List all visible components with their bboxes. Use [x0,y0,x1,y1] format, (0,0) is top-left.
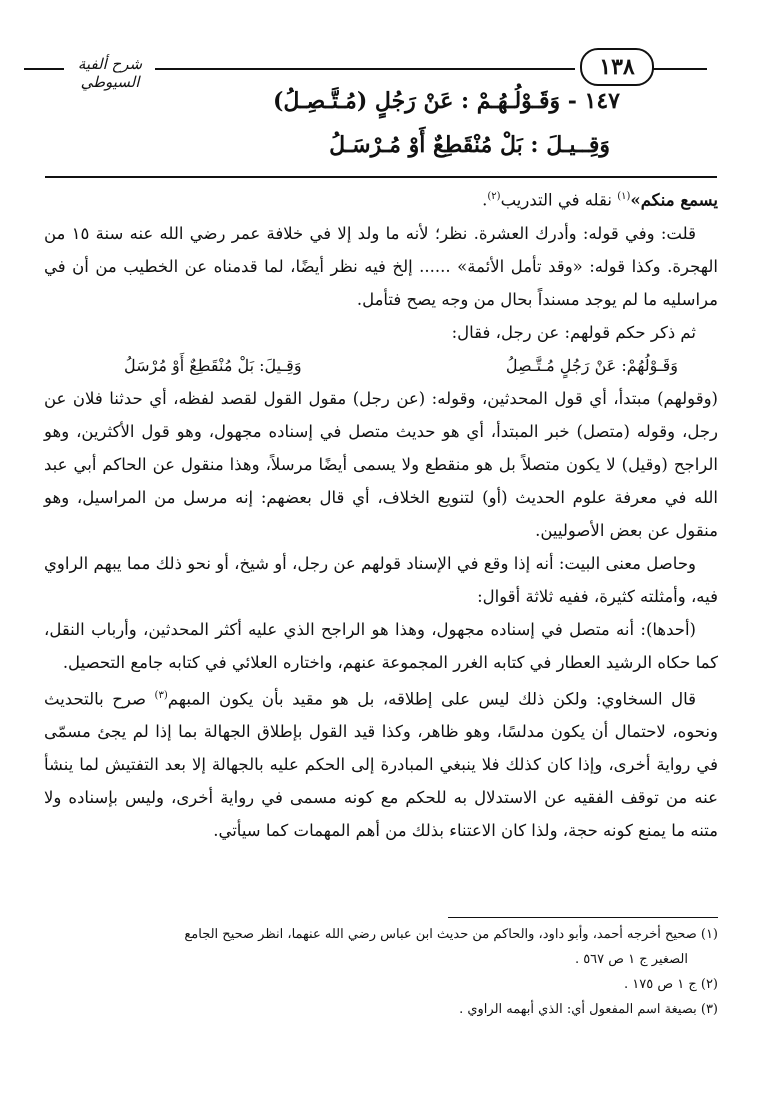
paragraph-summary: وحاصل معنى البيت: أنه إذا وقع في الإسناد قولهم عن رجل، أو شيخ، أو نحو ذلك مما يبهم الراوي فيه، وأمثلته كثيرة، ففيه ثلاثة أقوال: [44,553,718,606]
page-number: ١٣٨ [580,48,654,86]
paragraph-sakhawi [44,679,718,848]
footnote-1-continued: الصغير ج ١ ص ٥٦٧ . [574,952,688,967]
header-rule-right [652,68,707,70]
footnote-2: (٢) ج ١ ص ١٧٥ . [624,977,718,992]
continued-text: نقله في التدريب [500,190,618,210]
verse-line-1: ١٤٧ - وَقَـوْلُـهُـمْ : عَنْ رَجُلٍ (مُـتَّـصِـلُ) [272,88,620,114]
paragraph-note: قلت: وفي قوله: وأدرك العشرة. نظر؛ لأنه ما ولد إلا في خلافة عمر رضي الله عنه سنة ١٥ من الهجرة. وكذا قوله: «وقد تأمل الأئمة» ...... إلخ فيه نظر أيضًا، لما قدمناه عن الخطيب من أن في مراسليه ما لم يوجد مسنداً بحال من وجه يصح فتأمل. [44,223,718,309]
footnote-ref-2: (٢) [487,191,501,202]
verse-inline-right: وَقَـوْلُهُمْ: عَنْ رَجُلٍ مُـتَّـصِلُ [505,355,678,375]
verse-inline [44,349,718,382]
verse-inline-left: وَقِـيلَ: بَلْ مُنْقَطِعٌ أَوْ مُرْسَلُ [124,355,302,375]
verse-separator [45,176,717,178]
footnote-1: (١) صحيح أخرجه أحمد، وأبو داود، والحاكم من حديث ابن عباس رضي الله عنهما، انظر صحيح الجامع [184,927,718,942]
footnote-ref-3: (٣) [154,689,168,701]
sakhawi-text-a: قال السخاوي: ولكن ذلك ليس على إطلاقه، بل هو مقيد بأن يكون المبهم [167,689,696,708]
footnote-separator [448,917,718,918]
paragraph-first-opinion: (أحدها): أنه متصل في إسناده مجهول، وهذا هو الراجح الذي عليه أكثر المحدثين، وأرباب النقل، كما حكاه الرشيد العطار في كتابه الغرر المجموعة عنهم، واختاره العلائي في كتابه جامع التحصيل. [44,619,718,672]
footnote-3: (٣) بصيغة اسم المفعول أي: الذي أبهمه الراوي . [459,1002,718,1017]
footnote-ref-1: (١) [617,191,631,202]
paragraph-continuation [44,180,718,217]
paragraph-explanation: (وقولهم) مبتدأ، أي قول المحدثين، وقوله: (عن رجل) مقول القول لقصد لفظه، أي حدثنا فلان عن رجل، وقوله (متصل) خبر المبتدأ، أي هو حديث متصل في إسناده مجهول، وهو قول الأكثرين، وهو الراجح (وقيل) لا يكون متصلاً بل هو منقطع ولا يسمى أيضًا مرسلاً، وهذا منقول عن الحاكم أبي عبد الله في معرفة علوم الحديث (أو) لتنويع الخلاف، أي قال بعضهم: إنه مرسل من المراسيل، وهو منقول عن بعض الأصوليين. [44,388,718,540]
continued-quote: يسمع منكم» [630,190,718,210]
commentary-text [44,180,718,847]
header-rule-left [24,68,64,70]
footnotes [44,922,718,1022]
verse-line-2: وَقِــيـلَ : بَلْ مُنْقَطِعٌ أَوْ مُـرْسَـلُ [329,132,610,158]
sakhawi-text-b: صرح بالتحديث ونحوه، لاحتمال أن يكون مدلسًا، وهو ظاهر، وكذا قيد القول بإطلاق الجهالة بما إذا لم يجئ مسمّى في رواية أخرى، وإذا كان كذلك فلا ينبغي المبادرة إلى الحكم عليه بالجهالة إلا بعد التفتيش لما ينشأ عنه من توقف الفقيه عن الاستدلال به للحكم مع كونه مسمى في رواية أخرى، وليس بإسناده ولا متنه ما يمنع كونه حجة، ولذا كان الاعتناء بذلك من أهم المهمات كما سيأتي. [44,689,718,840]
continued-end: . [482,190,488,210]
running-title: شرح ألفية السيوطي [77,55,143,91]
paragraph-intro: ثم ذكر حكم قولهم: عن رجل، فقال: [451,322,696,342]
header-rule-middle [155,68,575,70]
